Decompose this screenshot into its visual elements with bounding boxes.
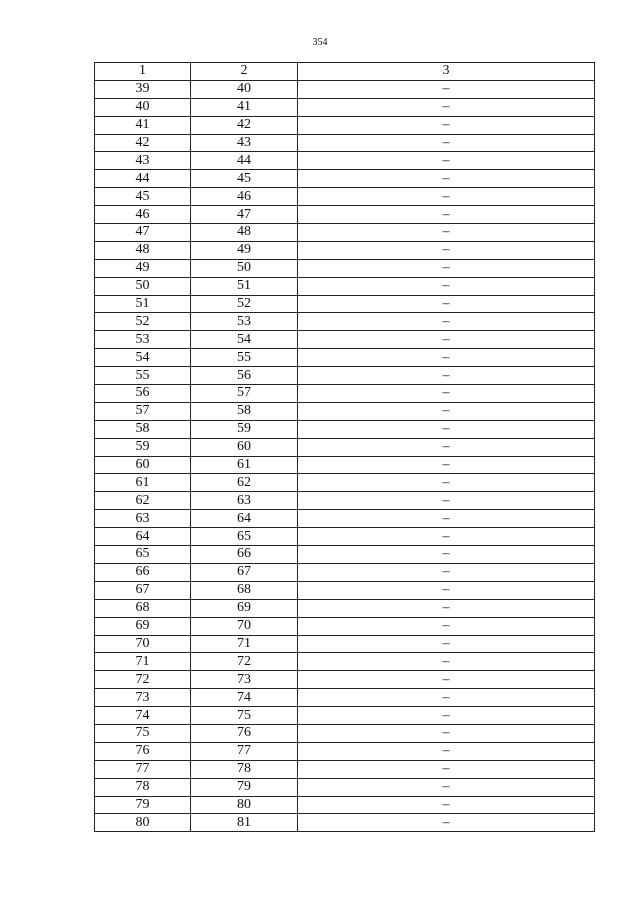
table-cell-col-3: – bbox=[298, 188, 595, 206]
data-table bbox=[94, 62, 595, 832]
table-cell-col-1: 60 bbox=[95, 456, 191, 474]
table-cell-col-3: – bbox=[298, 563, 595, 581]
table-cell-col-1: 72 bbox=[95, 671, 191, 689]
table-cell-col-2: 49 bbox=[191, 241, 298, 259]
table-row bbox=[95, 617, 595, 635]
table-cell-col-2: 79 bbox=[191, 778, 298, 796]
table-cell-col-2: 55 bbox=[191, 349, 298, 367]
table-cell-col-3: – bbox=[298, 724, 595, 742]
table-cell-col-1: 46 bbox=[95, 206, 191, 224]
table-cell-col-1: 40 bbox=[95, 98, 191, 116]
table-row bbox=[95, 134, 595, 152]
table-cell-col-3: – bbox=[298, 420, 595, 438]
table-cell-col-1: 68 bbox=[95, 599, 191, 617]
table-row bbox=[95, 760, 595, 778]
table-body bbox=[95, 80, 595, 831]
table-cell-col-1: 80 bbox=[95, 814, 191, 832]
table-cell-col-2: 50 bbox=[191, 259, 298, 277]
table-cell-col-1: 39 bbox=[95, 80, 191, 98]
table-cell-col-3: – bbox=[298, 742, 595, 760]
table-row bbox=[95, 420, 595, 438]
table-cell-col-2: 73 bbox=[191, 671, 298, 689]
table-cell-col-2: 75 bbox=[191, 707, 298, 725]
table-cell-col-1: 61 bbox=[95, 474, 191, 492]
table-cell-col-2: 45 bbox=[191, 170, 298, 188]
table-cell-col-2: 58 bbox=[191, 402, 298, 420]
table-cell-col-3: – bbox=[298, 653, 595, 671]
table-cell-col-2: 42 bbox=[191, 116, 298, 134]
table-row bbox=[95, 152, 595, 170]
table-cell-col-1: 56 bbox=[95, 385, 191, 403]
table-cell-col-3: – bbox=[298, 474, 595, 492]
table-cell-col-2: 46 bbox=[191, 188, 298, 206]
table-cell-col-2: 80 bbox=[191, 796, 298, 814]
table-row bbox=[95, 456, 595, 474]
table-row bbox=[95, 689, 595, 707]
table-row bbox=[95, 671, 595, 689]
table-cell-col-2: 77 bbox=[191, 742, 298, 760]
table-cell-col-1: 41 bbox=[95, 116, 191, 134]
table-cell-col-3: – bbox=[298, 98, 595, 116]
table-row bbox=[95, 385, 595, 403]
table-cell-col-3: – bbox=[298, 814, 595, 832]
table-cell-col-1: 67 bbox=[95, 581, 191, 599]
table-cell-col-3: – bbox=[298, 581, 595, 599]
table-cell-col-1: 53 bbox=[95, 331, 191, 349]
table-row bbox=[95, 206, 595, 224]
table-cell-col-2: 61 bbox=[191, 456, 298, 474]
table-cell-col-2: 71 bbox=[191, 635, 298, 653]
table-row bbox=[95, 492, 595, 510]
table-cell-col-1: 51 bbox=[95, 295, 191, 313]
table-cell-col-2: 53 bbox=[191, 313, 298, 331]
table-cell-col-2: 67 bbox=[191, 563, 298, 581]
table-cell-col-2: 47 bbox=[191, 206, 298, 224]
table-row bbox=[95, 742, 595, 760]
table-cell-col-2: 62 bbox=[191, 474, 298, 492]
table-cell-col-1: 79 bbox=[95, 796, 191, 814]
table-cell-col-1: 63 bbox=[95, 510, 191, 528]
table-row bbox=[95, 224, 595, 242]
table-row bbox=[95, 188, 595, 206]
table-row bbox=[95, 116, 595, 134]
table-row bbox=[95, 510, 595, 528]
table-cell-col-1: 47 bbox=[95, 224, 191, 242]
table-cell-col-3: – bbox=[298, 707, 595, 725]
table-cell-col-2: 51 bbox=[191, 277, 298, 295]
column-header-1: 1 bbox=[95, 63, 191, 81]
table-cell-col-3: – bbox=[298, 206, 595, 224]
table-row bbox=[95, 563, 595, 581]
table-cell-col-2: 59 bbox=[191, 420, 298, 438]
column-header-2: 2 bbox=[191, 63, 298, 81]
table-row bbox=[95, 170, 595, 188]
table-cell-col-3: – bbox=[298, 456, 595, 474]
table-cell-col-2: 63 bbox=[191, 492, 298, 510]
table-row bbox=[95, 259, 595, 277]
table-cell-col-3: – bbox=[298, 546, 595, 564]
table-cell-col-1: 75 bbox=[95, 724, 191, 742]
table-cell-col-3: – bbox=[298, 385, 595, 403]
table-cell-col-2: 74 bbox=[191, 689, 298, 707]
table-cell-col-2: 64 bbox=[191, 510, 298, 528]
table-cell-col-2: 48 bbox=[191, 224, 298, 242]
table-cell-col-3: – bbox=[298, 134, 595, 152]
table-row bbox=[95, 367, 595, 385]
table-cell-col-2: 41 bbox=[191, 98, 298, 116]
table-cell-col-2: 72 bbox=[191, 653, 298, 671]
table-row bbox=[95, 653, 595, 671]
table-row bbox=[95, 599, 595, 617]
table-row bbox=[95, 349, 595, 367]
table-cell-col-2: 81 bbox=[191, 814, 298, 832]
table-row bbox=[95, 528, 595, 546]
table-cell-col-1: 76 bbox=[95, 742, 191, 760]
table-cell-col-2: 69 bbox=[191, 599, 298, 617]
table-cell-col-1: 69 bbox=[95, 617, 191, 635]
table-cell-col-3: – bbox=[298, 313, 595, 331]
table-cell-col-3: – bbox=[298, 349, 595, 367]
table-cell-col-3: – bbox=[298, 331, 595, 349]
table-row bbox=[95, 581, 595, 599]
table-cell-col-1: 78 bbox=[95, 778, 191, 796]
table-cell-col-2: 66 bbox=[191, 546, 298, 564]
table-cell-col-3: – bbox=[298, 152, 595, 170]
table-cell-col-3: – bbox=[298, 402, 595, 420]
table-cell-col-3: – bbox=[298, 241, 595, 259]
table-cell-col-3: – bbox=[298, 671, 595, 689]
table-cell-col-3: – bbox=[298, 224, 595, 242]
table-cell-col-3: – bbox=[298, 528, 595, 546]
table-cell-col-3: – bbox=[298, 689, 595, 707]
table-cell-col-3: – bbox=[298, 116, 595, 134]
table-row bbox=[95, 438, 595, 456]
page-number: 354 bbox=[312, 37, 328, 48]
table-cell-col-1: 58 bbox=[95, 420, 191, 438]
table-cell-col-3: – bbox=[298, 367, 595, 385]
table-row bbox=[95, 295, 595, 313]
table-cell-col-2: 70 bbox=[191, 617, 298, 635]
table-cell-col-2: 56 bbox=[191, 367, 298, 385]
table-cell-col-2: 52 bbox=[191, 295, 298, 313]
table-cell-col-1: 45 bbox=[95, 188, 191, 206]
table-cell-col-1: 64 bbox=[95, 528, 191, 546]
table-cell-col-3: – bbox=[298, 796, 595, 814]
table-row bbox=[95, 778, 595, 796]
column-header-3: 3 bbox=[298, 63, 595, 81]
table-cell-col-3: – bbox=[298, 295, 595, 313]
table-cell-col-2: 68 bbox=[191, 581, 298, 599]
table-cell-col-3: – bbox=[298, 80, 595, 98]
table-cell-col-1: 77 bbox=[95, 760, 191, 778]
table-cell-col-2: 78 bbox=[191, 760, 298, 778]
table-cell-col-1: 65 bbox=[95, 546, 191, 564]
table-cell-col-3: – bbox=[298, 635, 595, 653]
table-cell-col-1: 66 bbox=[95, 563, 191, 581]
table-cell-col-2: 76 bbox=[191, 724, 298, 742]
table-cell-col-3: – bbox=[298, 510, 595, 528]
table-cell-col-1: 70 bbox=[95, 635, 191, 653]
table-cell-col-1: 42 bbox=[95, 134, 191, 152]
table-cell-col-3: – bbox=[298, 259, 595, 277]
table-row bbox=[95, 313, 595, 331]
table-cell-col-2: 60 bbox=[191, 438, 298, 456]
table-row bbox=[95, 98, 595, 116]
table-row bbox=[95, 241, 595, 259]
table-cell-col-3: – bbox=[298, 170, 595, 188]
table-cell-col-3: – bbox=[298, 599, 595, 617]
table-row bbox=[95, 80, 595, 98]
table-cell-col-3: – bbox=[298, 277, 595, 295]
table-cell-col-1: 44 bbox=[95, 170, 191, 188]
table-cell-col-3: – bbox=[298, 617, 595, 635]
table-cell-col-1: 50 bbox=[95, 277, 191, 295]
table-cell-col-1: 59 bbox=[95, 438, 191, 456]
table-row bbox=[95, 546, 595, 564]
table-cell-col-1: 62 bbox=[95, 492, 191, 510]
table-cell-col-2: 54 bbox=[191, 331, 298, 349]
table-cell-col-1: 49 bbox=[95, 259, 191, 277]
table-cell-col-3: – bbox=[298, 778, 595, 796]
table-row bbox=[95, 707, 595, 725]
table-row bbox=[95, 814, 595, 832]
table-row bbox=[95, 635, 595, 653]
table-row bbox=[95, 724, 595, 742]
table-cell-col-1: 55 bbox=[95, 367, 191, 385]
table-row bbox=[95, 331, 595, 349]
table-row bbox=[95, 474, 595, 492]
table-cell-col-1: 73 bbox=[95, 689, 191, 707]
table-cell-col-2: 40 bbox=[191, 80, 298, 98]
table-cell-col-2: 65 bbox=[191, 528, 298, 546]
table-row bbox=[95, 402, 595, 420]
table-cell-col-1: 54 bbox=[95, 349, 191, 367]
table-header-row bbox=[95, 63, 595, 81]
table-cell-col-1: 43 bbox=[95, 152, 191, 170]
table-cell-col-1: 57 bbox=[95, 402, 191, 420]
table-cell-col-1: 52 bbox=[95, 313, 191, 331]
table-cell-col-1: 74 bbox=[95, 707, 191, 725]
table-cell-col-2: 57 bbox=[191, 385, 298, 403]
table-cell-col-3: – bbox=[298, 760, 595, 778]
table-cell-col-2: 44 bbox=[191, 152, 298, 170]
table-cell-col-1: 71 bbox=[95, 653, 191, 671]
table-cell-col-3: – bbox=[298, 438, 595, 456]
table-row bbox=[95, 277, 595, 295]
table-cell-col-2: 43 bbox=[191, 134, 298, 152]
table-cell-col-1: 48 bbox=[95, 241, 191, 259]
table-cell-col-3: – bbox=[298, 492, 595, 510]
table-row bbox=[95, 796, 595, 814]
